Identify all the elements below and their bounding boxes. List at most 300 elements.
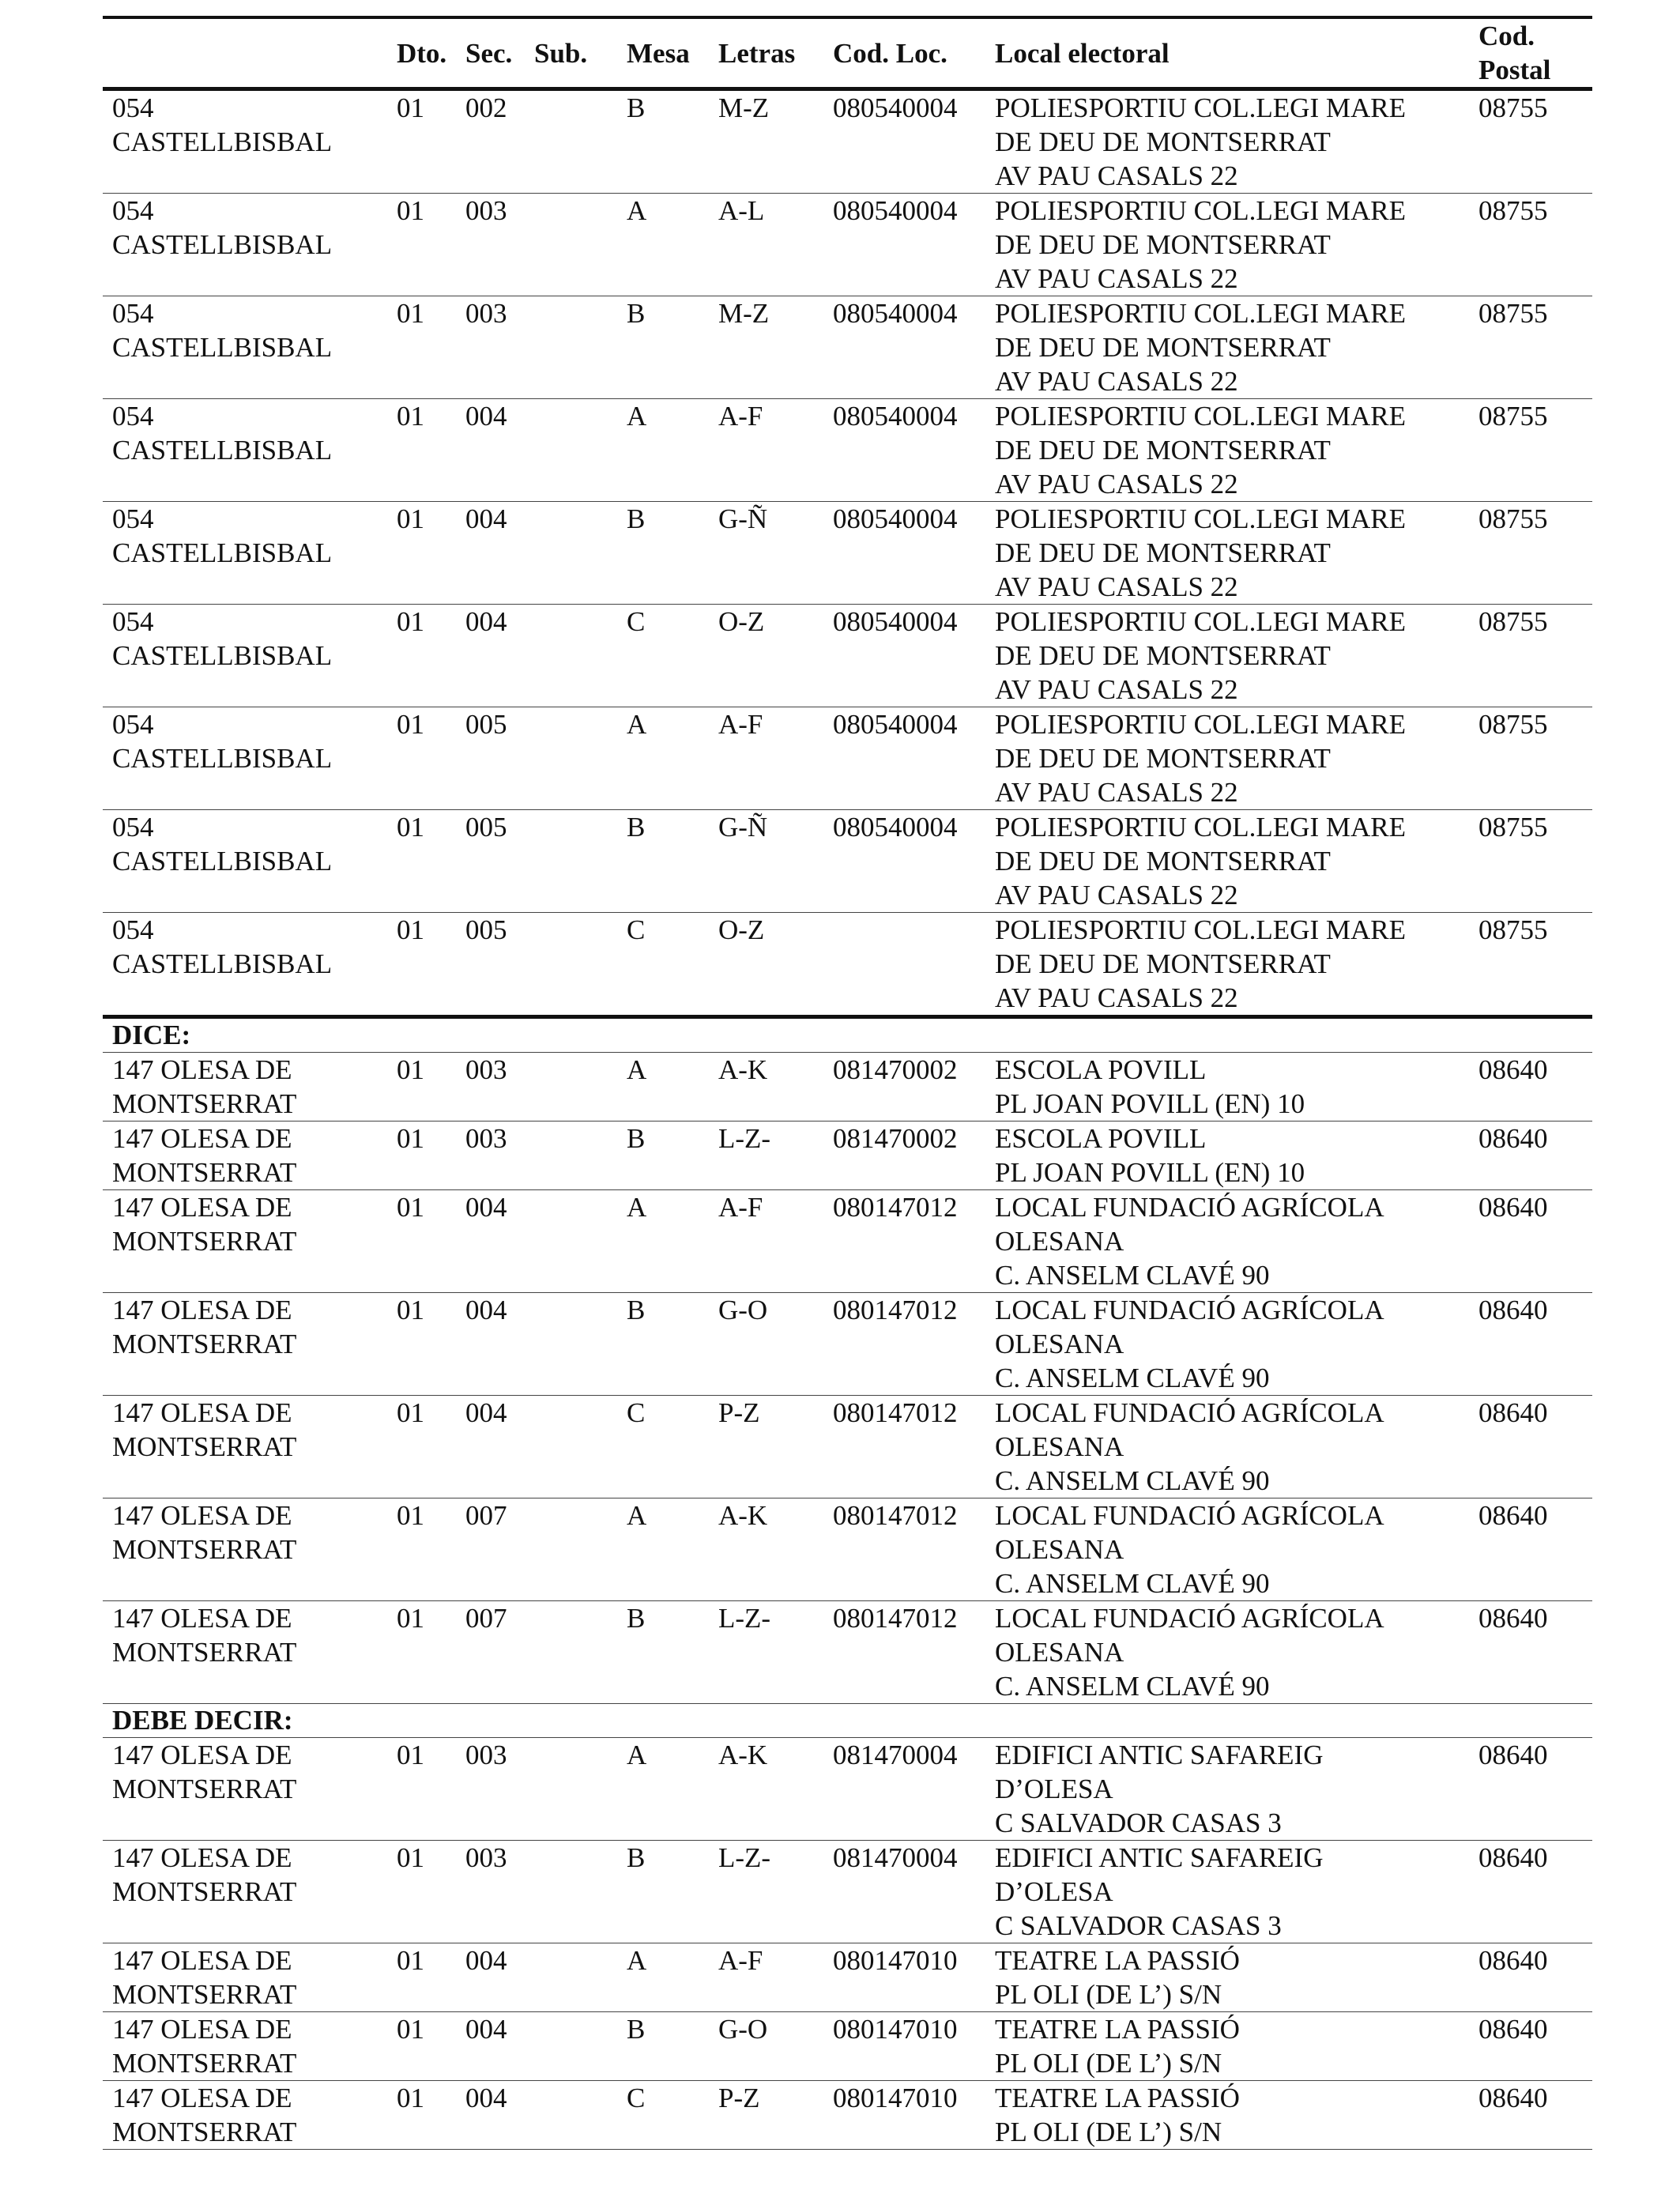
dto-cell: 01 bbox=[387, 1841, 456, 1943]
table-row bbox=[103, 502, 1592, 605]
cod-loc-cell: 080540004 bbox=[823, 707, 985, 810]
sub-cell bbox=[525, 2081, 617, 2150]
local-electoral-cell bbox=[985, 2012, 1469, 2081]
municipio-cell bbox=[103, 89, 387, 194]
letras-cell: A-K bbox=[709, 1053, 823, 1122]
dto-cell: 01 bbox=[387, 399, 456, 502]
municipio-cell-line: 147 OLESA DE bbox=[112, 1842, 292, 1873]
local-electoral-cell-line: C SALVADOR CASAS 3 bbox=[995, 1910, 1282, 1941]
letras-cell: A-K bbox=[709, 1738, 823, 1841]
table-row bbox=[103, 1396, 1592, 1498]
cod-loc-cell bbox=[823, 913, 985, 1017]
table-row bbox=[103, 1943, 1592, 2012]
local-electoral-cell bbox=[985, 913, 1469, 1017]
local-electoral-cell-line: POLIESPORTIU COL.LEGI MARE bbox=[995, 709, 1406, 740]
cod-postal-cell: 08640 bbox=[1469, 1190, 1592, 1293]
cod-loc-cell: 081470004 bbox=[823, 1841, 985, 1943]
municipio-cell-line: 147 OLESA DE bbox=[112, 1397, 292, 1428]
table-row bbox=[103, 194, 1592, 296]
municipio-cell-line: 147 OLESA DE bbox=[112, 1945, 292, 1976]
municipio-cell bbox=[103, 1396, 387, 1498]
municipio-cell-line: MONTSERRAT bbox=[112, 1876, 297, 1907]
local-electoral-cell bbox=[985, 1190, 1469, 1293]
local-electoral-cell-line: DE DEU DE MONTSERRAT bbox=[995, 435, 1331, 466]
local-electoral-cell-line: POLIESPORTIU COL.LEGI MARE bbox=[995, 401, 1406, 432]
municipio-cell-line: MONTSERRAT bbox=[112, 1329, 297, 1359]
local-electoral-cell-line: EDIFICI ANTIC SAFAREIG bbox=[995, 1740, 1324, 1770]
sub-cell bbox=[525, 1190, 617, 1293]
mesa-cell: B bbox=[617, 810, 709, 913]
local-electoral-cell-line: AV PAU CASALS 22 bbox=[995, 777, 1238, 808]
letras-cell: L-Z- bbox=[709, 1841, 823, 1943]
municipio-cell bbox=[103, 913, 387, 1017]
mesa-cell: B bbox=[617, 1122, 709, 1190]
municipio-cell-line: CASTELLBISBAL bbox=[112, 332, 333, 363]
table-row bbox=[103, 296, 1592, 399]
sub-cell bbox=[525, 89, 617, 194]
letras-cell: A-K bbox=[709, 1498, 823, 1601]
cod-loc-cell: 080540004 bbox=[823, 296, 985, 399]
local-electoral-cell bbox=[985, 810, 1469, 913]
letras-cell: G-Ñ bbox=[709, 502, 823, 605]
municipio-cell-line: MONTSERRAT bbox=[112, 1088, 297, 1119]
mesa-cell: B bbox=[617, 296, 709, 399]
local-electoral-cell-line: DE DEU DE MONTSERRAT bbox=[995, 126, 1331, 157]
municipio-cell bbox=[103, 502, 387, 605]
municipio-cell-line: 147 OLESA DE bbox=[112, 2014, 292, 2045]
mesa-cell: A bbox=[617, 707, 709, 810]
sub-cell bbox=[525, 1841, 617, 1943]
dto-cell: 01 bbox=[387, 1396, 456, 1498]
sec-cell: 004 bbox=[456, 502, 525, 605]
municipio-cell bbox=[103, 1943, 387, 2012]
local-electoral-cell-line: TEATRE LA PASSIÓ bbox=[995, 2083, 1240, 2113]
cod-loc-cell: 080540004 bbox=[823, 810, 985, 913]
municipio-cell bbox=[103, 707, 387, 810]
local-electoral-cell-line: AV PAU CASALS 22 bbox=[995, 263, 1238, 294]
mesa-cell: B bbox=[617, 1293, 709, 1396]
table-row bbox=[103, 810, 1592, 913]
cod-postal-cell: 08640 bbox=[1469, 1498, 1592, 1601]
cod-loc-cell: 080147012 bbox=[823, 1498, 985, 1601]
section-label-row bbox=[103, 1704, 1592, 1738]
municipio-cell bbox=[103, 194, 387, 296]
cod-loc-cell: 081470002 bbox=[823, 1053, 985, 1122]
sec-cell: 005 bbox=[456, 707, 525, 810]
municipio-cell bbox=[103, 1841, 387, 1943]
local-electoral-cell-line: POLIESPORTIU COL.LEGI MARE bbox=[995, 812, 1406, 843]
local-electoral-cell bbox=[985, 1601, 1469, 1704]
municipio-cell-line: 054 bbox=[112, 401, 154, 432]
sec-cell: 002 bbox=[456, 89, 525, 194]
municipio-cell bbox=[103, 399, 387, 502]
letras-cell: A-F bbox=[709, 707, 823, 810]
mesa-cell: B bbox=[617, 89, 709, 194]
local-electoral-cell-line: DE DEU DE MONTSERRAT bbox=[995, 948, 1331, 979]
local-electoral-cell bbox=[985, 605, 1469, 707]
sec-cell: 004 bbox=[456, 1190, 525, 1293]
cod-postal-cell: 08640 bbox=[1469, 1122, 1592, 1190]
municipio-cell-line: CASTELLBISBAL bbox=[112, 435, 333, 466]
municipio-cell-line: 147 OLESA DE bbox=[112, 1192, 292, 1223]
sub-cell bbox=[525, 1053, 617, 1122]
mesa-cell: C bbox=[617, 2081, 709, 2150]
local-electoral-cell-line: C. ANSELM CLAVÉ 90 bbox=[995, 1260, 1270, 1291]
table-row bbox=[103, 1738, 1592, 1841]
local-electoral-cell-line: AV PAU CASALS 22 bbox=[995, 160, 1238, 191]
sec-cell: 003 bbox=[456, 1738, 525, 1841]
local-electoral-cell bbox=[985, 1841, 1469, 1943]
municipio-cell bbox=[103, 2012, 387, 2081]
dto-cell: 01 bbox=[387, 1738, 456, 1841]
dto-cell: 01 bbox=[387, 707, 456, 810]
sec-cell: 003 bbox=[456, 194, 525, 296]
municipio-cell bbox=[103, 1190, 387, 1293]
municipio-cell-line: CASTELLBISBAL bbox=[112, 229, 333, 260]
table-row bbox=[103, 399, 1592, 502]
local-electoral-cell-line: AV PAU CASALS 22 bbox=[995, 366, 1238, 397]
local-electoral-cell-line: PL OLI (DE L’) S/N bbox=[995, 2117, 1222, 2147]
dto-cell: 01 bbox=[387, 2081, 456, 2150]
dto-cell: 01 bbox=[387, 194, 456, 296]
sub-cell bbox=[525, 194, 617, 296]
local-electoral-cell bbox=[985, 296, 1469, 399]
letras-cell: M-Z bbox=[709, 296, 823, 399]
sub-cell bbox=[525, 810, 617, 913]
cod-postal-cell: 08640 bbox=[1469, 1601, 1592, 1704]
table-row bbox=[103, 1053, 1592, 1122]
cod-loc-cell: 080147010 bbox=[823, 2012, 985, 2081]
local-electoral-cell-line: PL OLI (DE L’) S/N bbox=[995, 2048, 1222, 2079]
local-electoral-cell-line: LOCAL FUNDACIÓ AGRÍCOLA bbox=[995, 1500, 1384, 1531]
local-electoral-cell-line: LOCAL FUNDACIÓ AGRÍCOLA bbox=[995, 1397, 1384, 1428]
local-electoral-cell-line: AV PAU CASALS 22 bbox=[995, 982, 1238, 1013]
local-electoral-cell-line: OLESANA bbox=[995, 1637, 1124, 1668]
local-electoral-cell-line: D’OLESA bbox=[995, 1876, 1113, 1907]
dto-cell: 01 bbox=[387, 502, 456, 605]
local-electoral-cell-line: C SALVADOR CASAS 3 bbox=[995, 1808, 1282, 1838]
local-electoral-cell-line: OLESANA bbox=[995, 1226, 1124, 1257]
sub-cell bbox=[525, 1943, 617, 2012]
cod-loc-cell: 081470002 bbox=[823, 1122, 985, 1190]
sec-cell: 003 bbox=[456, 1841, 525, 1943]
sub-cell bbox=[525, 1396, 617, 1498]
sub-cell bbox=[525, 707, 617, 810]
cod-loc-cell: 080147012 bbox=[823, 1396, 985, 1498]
municipio-cell-line: 147 OLESA DE bbox=[112, 1740, 292, 1770]
table-body bbox=[103, 89, 1592, 2150]
local-electoral-cell-line: TEATRE LA PASSIÓ bbox=[995, 2014, 1240, 2045]
municipio-cell-line: MONTSERRAT bbox=[112, 1979, 297, 2010]
cod-postal-cell: 08640 bbox=[1469, 1396, 1592, 1498]
local-electoral-cell-line: POLIESPORTIU COL.LEGI MARE bbox=[995, 92, 1406, 123]
municipio-cell-line: CASTELLBISBAL bbox=[112, 948, 333, 979]
table-row bbox=[103, 89, 1592, 194]
mesa-cell: A bbox=[617, 194, 709, 296]
table-row bbox=[103, 1498, 1592, 1601]
table-row bbox=[103, 1293, 1592, 1396]
letras-cell: P-Z bbox=[709, 1396, 823, 1498]
table-row bbox=[103, 1841, 1592, 1943]
cod-postal-cell: 08640 bbox=[1469, 1293, 1592, 1396]
sec-cell: 004 bbox=[456, 399, 525, 502]
header-cod-postal bbox=[1469, 17, 1592, 89]
local-electoral-cell-line: LOCAL FUNDACIÓ AGRÍCOLA bbox=[995, 1295, 1384, 1325]
letras-cell: G-Ñ bbox=[709, 810, 823, 913]
cod-postal-cell: 08640 bbox=[1469, 1738, 1592, 1841]
letras-cell: A-F bbox=[709, 1943, 823, 2012]
municipio-cell-line: 147 OLESA DE bbox=[112, 1603, 292, 1634]
sub-cell bbox=[525, 1601, 617, 1704]
local-electoral-cell-line: PL JOAN POVILL (EN) 10 bbox=[995, 1157, 1305, 1188]
table-row bbox=[103, 605, 1592, 707]
local-electoral-cell bbox=[985, 502, 1469, 605]
cod-postal-cell: 08755 bbox=[1469, 296, 1592, 399]
local-electoral-cell-line: LOCAL FUNDACIÓ AGRÍCOLA bbox=[995, 1603, 1384, 1634]
municipio-cell-line: MONTSERRAT bbox=[112, 1774, 297, 1804]
dto-cell: 01 bbox=[387, 605, 456, 707]
municipio-cell-line: 054 bbox=[112, 606, 154, 637]
municipio-cell-line: MONTSERRAT bbox=[112, 1431, 297, 1462]
municipio-cell-line: CASTELLBISBAL bbox=[112, 537, 333, 568]
cod-postal-cell: 08755 bbox=[1469, 89, 1592, 194]
municipio-cell bbox=[103, 1293, 387, 1396]
mesa-cell: C bbox=[617, 913, 709, 1017]
cod-loc-cell: 080147010 bbox=[823, 2081, 985, 2150]
local-electoral-cell bbox=[985, 1293, 1469, 1396]
section-label: DICE: bbox=[103, 1017, 1592, 1053]
municipio-cell bbox=[103, 1053, 387, 1122]
municipio-cell-line: MONTSERRAT bbox=[112, 1157, 297, 1188]
municipio-cell-line: 147 OLESA DE bbox=[112, 1123, 292, 1154]
dto-cell: 01 bbox=[387, 1601, 456, 1704]
header-sub: Sub. bbox=[525, 17, 617, 89]
local-electoral-cell-line: PL JOAN POVILL (EN) 10 bbox=[995, 1088, 1305, 1119]
header-local-electoral: Local electoral bbox=[985, 17, 1469, 89]
letras-cell: M-Z bbox=[709, 89, 823, 194]
dto-cell: 01 bbox=[387, 1943, 456, 2012]
cod-loc-cell: 080540004 bbox=[823, 89, 985, 194]
municipio-cell-line: 147 OLESA DE bbox=[112, 1500, 292, 1531]
mesa-cell: A bbox=[617, 1053, 709, 1122]
local-electoral-cell-line: C. ANSELM CLAVÉ 90 bbox=[995, 1671, 1270, 1702]
polling-stations-table bbox=[103, 16, 1592, 2150]
mesa-cell: B bbox=[617, 502, 709, 605]
dto-cell: 01 bbox=[387, 1498, 456, 1601]
mesa-cell: B bbox=[617, 1601, 709, 1704]
sec-cell: 003 bbox=[456, 1122, 525, 1190]
dto-cell: 01 bbox=[387, 296, 456, 399]
dto-cell: 01 bbox=[387, 810, 456, 913]
municipio-cell-line: CASTELLBISBAL bbox=[112, 743, 333, 774]
mesa-cell: B bbox=[617, 1841, 709, 1943]
mesa-cell: A bbox=[617, 1943, 709, 2012]
sub-cell bbox=[525, 296, 617, 399]
local-electoral-cell-line: POLIESPORTIU COL.LEGI MARE bbox=[995, 298, 1406, 329]
cod-postal-cell: 08640 bbox=[1469, 1053, 1592, 1122]
cod-loc-cell: 080540004 bbox=[823, 502, 985, 605]
municipio-cell-line: CASTELLBISBAL bbox=[112, 846, 333, 876]
municipio-cell bbox=[103, 2081, 387, 2150]
local-electoral-cell-line: ESCOLA POVILL bbox=[995, 1123, 1207, 1154]
local-electoral-cell-line: TEATRE LA PASSIÓ bbox=[995, 1945, 1240, 1976]
mesa-cell: B bbox=[617, 2012, 709, 2081]
sec-cell: 004 bbox=[456, 1396, 525, 1498]
sec-cell: 004 bbox=[456, 605, 525, 707]
local-electoral-cell bbox=[985, 1943, 1469, 2012]
municipio-cell bbox=[103, 1601, 387, 1704]
local-electoral-cell-line: AV PAU CASALS 22 bbox=[995, 674, 1238, 705]
municipio-cell-line: 054 bbox=[112, 503, 154, 534]
local-electoral-cell bbox=[985, 2081, 1469, 2150]
municipio-cell bbox=[103, 1738, 387, 1841]
municipio-cell-line: MONTSERRAT bbox=[112, 1534, 297, 1565]
municipio-cell-line: 054 bbox=[112, 812, 154, 843]
letras-cell: O-Z bbox=[709, 913, 823, 1017]
cod-postal-cell: 08640 bbox=[1469, 1841, 1592, 1943]
local-electoral-cell-line: DE DEU DE MONTSERRAT bbox=[995, 846, 1331, 876]
local-electoral-cell bbox=[985, 1396, 1469, 1498]
municipio-cell-line: MONTSERRAT bbox=[112, 1226, 297, 1257]
section-label: DEBE DECIR: bbox=[103, 1704, 1592, 1738]
sub-cell bbox=[525, 399, 617, 502]
letras-cell: O-Z bbox=[709, 605, 823, 707]
dto-cell: 01 bbox=[387, 1190, 456, 1293]
table-row bbox=[103, 1122, 1592, 1190]
cod-loc-cell: 080540004 bbox=[823, 194, 985, 296]
sec-cell: 003 bbox=[456, 296, 525, 399]
cod-postal-cell: 08755 bbox=[1469, 502, 1592, 605]
local-electoral-cell-line: ESCOLA POVILL bbox=[995, 1054, 1207, 1085]
sec-cell: 005 bbox=[456, 913, 525, 1017]
cod-postal-cell: 08755 bbox=[1469, 810, 1592, 913]
sub-cell bbox=[525, 2012, 617, 2081]
sec-cell: 007 bbox=[456, 1498, 525, 1601]
header-cod-loc: Cod. Loc. bbox=[823, 17, 985, 89]
local-electoral-cell-line: AV PAU CASALS 22 bbox=[995, 571, 1238, 602]
header-mesa: Mesa bbox=[617, 17, 709, 89]
header-cod-postal-line2: Postal bbox=[1478, 55, 1551, 85]
header-dto: Dto. bbox=[387, 17, 456, 89]
local-electoral-cell-line: POLIESPORTIU COL.LEGI MARE bbox=[995, 606, 1406, 637]
table-row bbox=[103, 2012, 1592, 2081]
dto-cell: 01 bbox=[387, 1122, 456, 1190]
municipio-cell-line: 054 bbox=[112, 195, 154, 226]
local-electoral-cell-line: OLESANA bbox=[995, 1329, 1124, 1359]
municipio-cell-line: MONTSERRAT bbox=[112, 2048, 297, 2079]
municipio-cell-line: MONTSERRAT bbox=[112, 1637, 297, 1668]
cod-loc-cell: 081470004 bbox=[823, 1738, 985, 1841]
letras-cell: G-O bbox=[709, 2012, 823, 2081]
municipio-cell-line: 147 OLESA DE bbox=[112, 1295, 292, 1325]
letras-cell: A-F bbox=[709, 1190, 823, 1293]
local-electoral-cell-line: PL OLI (DE L’) S/N bbox=[995, 1979, 1222, 2010]
letras-cell: P-Z bbox=[709, 2081, 823, 2150]
electoral-table-page bbox=[103, 16, 1592, 2150]
local-electoral-cell-line: POLIESPORTIU COL.LEGI MARE bbox=[995, 195, 1406, 226]
header-municipio bbox=[103, 17, 387, 89]
local-electoral-cell-line: DE DEU DE MONTSERRAT bbox=[995, 332, 1331, 363]
table-row bbox=[103, 913, 1592, 1017]
letras-cell: L-Z- bbox=[709, 1601, 823, 1704]
mesa-cell: A bbox=[617, 1190, 709, 1293]
municipio-cell-line: CASTELLBISBAL bbox=[112, 126, 333, 157]
municipio-cell-line: 147 OLESA DE bbox=[112, 1054, 292, 1085]
cod-postal-cell: 08755 bbox=[1469, 194, 1592, 296]
cod-postal-cell: 08640 bbox=[1469, 1943, 1592, 2012]
table-row bbox=[103, 1601, 1592, 1704]
header-letras: Letras bbox=[709, 17, 823, 89]
municipio-cell bbox=[103, 1122, 387, 1190]
cod-loc-cell: 080147012 bbox=[823, 1190, 985, 1293]
cod-postal-cell: 08640 bbox=[1469, 2012, 1592, 2081]
cod-postal-cell: 08640 bbox=[1469, 2081, 1592, 2150]
sub-cell bbox=[525, 913, 617, 1017]
cod-postal-cell: 08755 bbox=[1469, 605, 1592, 707]
sec-cell: 005 bbox=[456, 810, 525, 913]
municipio-cell-line: 054 bbox=[112, 709, 154, 740]
municipio-cell-line: MONTSERRAT bbox=[112, 2117, 297, 2147]
table-row bbox=[103, 1190, 1592, 1293]
cod-loc-cell: 080147010 bbox=[823, 1943, 985, 2012]
sec-cell: 003 bbox=[456, 1053, 525, 1122]
local-electoral-cell-line: AV PAU CASALS 22 bbox=[995, 469, 1238, 499]
dto-cell: 01 bbox=[387, 1053, 456, 1122]
sub-cell bbox=[525, 502, 617, 605]
letras-cell: A-L bbox=[709, 194, 823, 296]
table-row bbox=[103, 2081, 1592, 2150]
local-electoral-cell bbox=[985, 1738, 1469, 1841]
cod-postal-cell: 08755 bbox=[1469, 707, 1592, 810]
cod-loc-cell: 080540004 bbox=[823, 399, 985, 502]
local-electoral-cell-line: DE DEU DE MONTSERRAT bbox=[995, 743, 1331, 774]
sub-cell bbox=[525, 605, 617, 707]
dto-cell: 01 bbox=[387, 2012, 456, 2081]
local-electoral-cell-line: DE DEU DE MONTSERRAT bbox=[995, 640, 1331, 671]
municipio-cell bbox=[103, 1498, 387, 1601]
dto-cell: 01 bbox=[387, 1293, 456, 1396]
local-electoral-cell-line: DE DEU DE MONTSERRAT bbox=[995, 229, 1331, 260]
letras-cell: L-Z- bbox=[709, 1122, 823, 1190]
local-electoral-cell bbox=[985, 707, 1469, 810]
header-cod-postal-line1: Cod. bbox=[1478, 21, 1535, 51]
sub-cell bbox=[525, 1498, 617, 1601]
mesa-cell: C bbox=[617, 605, 709, 707]
sec-cell: 004 bbox=[456, 1943, 525, 2012]
sec-cell: 004 bbox=[456, 1293, 525, 1396]
local-electoral-cell-line: D’OLESA bbox=[995, 1774, 1113, 1804]
municipio-cell bbox=[103, 810, 387, 913]
mesa-cell: C bbox=[617, 1396, 709, 1498]
letras-cell: G-O bbox=[709, 1293, 823, 1396]
header-sec: Sec. bbox=[456, 17, 525, 89]
local-electoral-cell-line: AV PAU CASALS 22 bbox=[995, 880, 1238, 910]
sec-cell: 004 bbox=[456, 2012, 525, 2081]
cod-postal-cell: 08755 bbox=[1469, 399, 1592, 502]
section-label-row bbox=[103, 1017, 1592, 1053]
local-electoral-cell-line: LOCAL FUNDACIÓ AGRÍCOLA bbox=[995, 1192, 1384, 1223]
municipio-cell-line: 054 bbox=[112, 92, 154, 123]
cod-postal-cell: 08755 bbox=[1469, 913, 1592, 1017]
local-electoral-cell-line: C. ANSELM CLAVÉ 90 bbox=[995, 1363, 1270, 1393]
table-row bbox=[103, 707, 1592, 810]
letras-cell: A-F bbox=[709, 399, 823, 502]
cod-loc-cell: 080147012 bbox=[823, 1601, 985, 1704]
mesa-cell: A bbox=[617, 1738, 709, 1841]
local-electoral-cell bbox=[985, 1122, 1469, 1190]
cod-loc-cell: 080540004 bbox=[823, 605, 985, 707]
municipio-cell bbox=[103, 296, 387, 399]
